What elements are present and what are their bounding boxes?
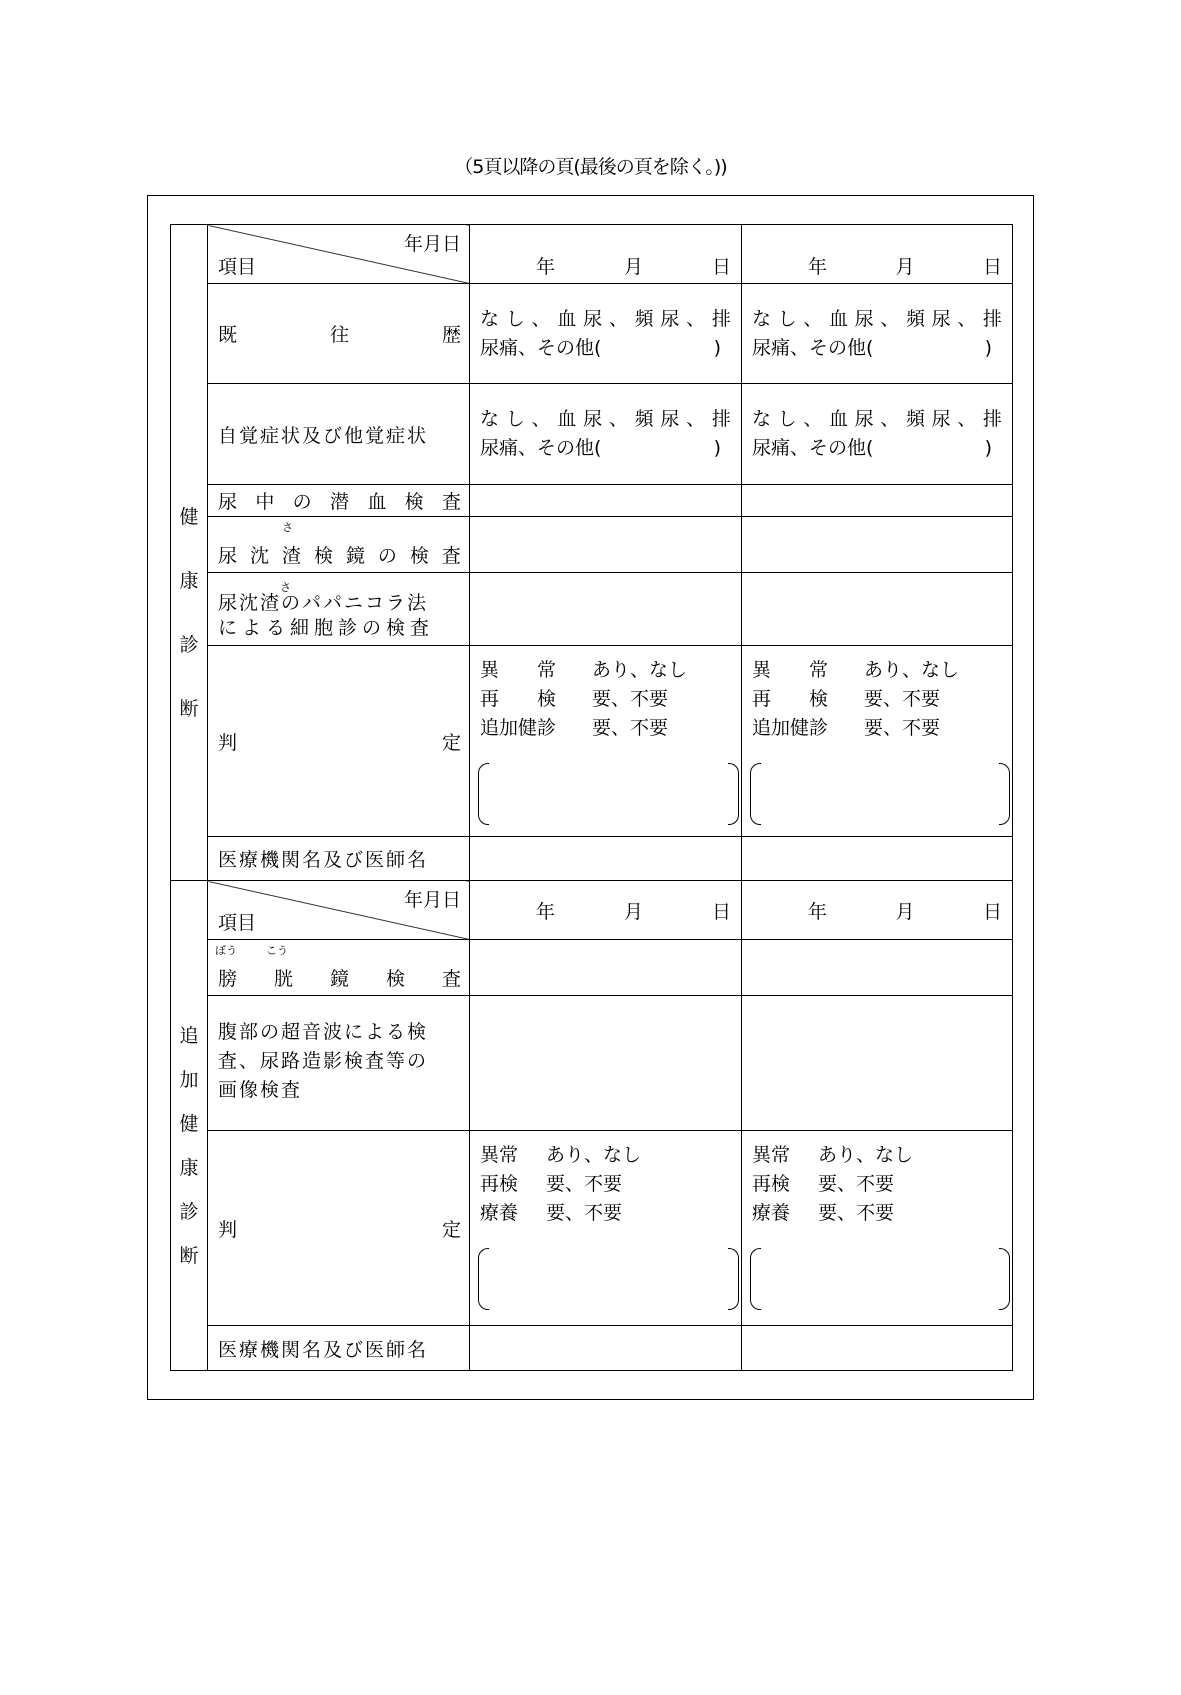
date-field-3[interactable] xyxy=(470,881,742,940)
text-label: 月 xyxy=(895,900,915,923)
ruby: ぼう xyxy=(215,944,237,957)
judgment-label xyxy=(208,646,470,837)
text-label: 尿痛、その他( xyxy=(752,437,874,459)
symptoms-label xyxy=(208,384,470,485)
label-char: 既 xyxy=(218,324,238,346)
date-field-4[interactable] xyxy=(742,881,1013,940)
text-label: 要、不要 xyxy=(546,1173,623,1195)
text-label: 尿沈渣のパパニコラ法 xyxy=(218,592,429,614)
page-title: （5頁以降の頁(最後の頁を除く。)) xyxy=(454,156,727,178)
text-label: 血 xyxy=(828,307,848,330)
day-label: 日 xyxy=(711,255,731,278)
text-label: 再検 xyxy=(752,1173,791,1195)
text-label: 異 常 xyxy=(752,659,829,681)
occult-blood-result-1[interactable] xyxy=(470,485,742,517)
text-label: し xyxy=(777,408,797,430)
text-label: 査 xyxy=(441,545,461,567)
history-options-1[interactable] xyxy=(470,284,742,384)
text-label: 異常 xyxy=(480,1144,519,1166)
text-label: 血 xyxy=(557,307,577,330)
text-label: 、 xyxy=(957,408,977,430)
text-label: 、 xyxy=(608,408,628,430)
text-label: 、 xyxy=(803,408,823,430)
doctor-field-4[interactable] xyxy=(742,1326,1013,1371)
doctor-label xyxy=(208,1326,470,1371)
text-label: 排 xyxy=(982,408,1002,430)
text-label: 再 検 xyxy=(752,688,829,710)
remarks-bracket-field[interactable] xyxy=(752,1248,1002,1310)
text-label: 尿 xyxy=(218,491,238,513)
text-label: 検 xyxy=(409,545,429,567)
text-label: 査、尿路造影検査等の xyxy=(218,1050,429,1072)
text-label: の xyxy=(377,545,397,567)
date-field-2[interactable] xyxy=(742,225,1013,284)
text-label: 医療機関名及び医師名 xyxy=(218,1338,429,1361)
text-label: 判 xyxy=(218,1218,238,1241)
text-label: 再検 xyxy=(480,1173,519,1195)
judgment-options-4[interactable] xyxy=(742,1131,1013,1326)
year-label: 年 xyxy=(808,255,828,278)
sediment-result-1[interactable] xyxy=(470,517,742,573)
text-label: 断 xyxy=(179,1244,199,1267)
table-row xyxy=(171,384,1013,485)
text-label: な xyxy=(752,408,772,430)
month-label: 月 xyxy=(895,255,915,278)
text-label: の xyxy=(292,491,312,513)
judgment-options-1[interactable] xyxy=(470,646,742,837)
table-row xyxy=(171,1131,1013,1326)
table-row xyxy=(171,1326,1013,1371)
section-char: 断 xyxy=(179,697,199,720)
table-row xyxy=(171,837,1013,881)
ruby: さ xyxy=(282,521,293,534)
ruby: こう xyxy=(266,944,288,957)
health-check-table xyxy=(170,224,1013,1371)
section-label-additional-check xyxy=(171,881,208,1371)
text-label: な xyxy=(480,408,500,430)
section-label-health-check xyxy=(171,225,208,881)
text-label: 査 xyxy=(441,968,461,990)
text-label: ) xyxy=(713,437,721,459)
text-label: 要、不要 xyxy=(592,717,669,739)
judgment-options-2[interactable] xyxy=(742,646,1013,837)
remarks-bracket-field[interactable] xyxy=(480,1248,731,1310)
text-label: 日 xyxy=(982,900,1002,923)
remarks-bracket-field[interactable] xyxy=(480,763,731,825)
judgment-label xyxy=(208,1131,470,1326)
text-label: 査 xyxy=(441,491,461,513)
papanicolaou-result-1[interactable] xyxy=(470,573,742,646)
papanicolaou-label xyxy=(208,573,470,646)
text-label: 加 xyxy=(179,1068,199,1091)
papanicolaou-result-2[interactable] xyxy=(742,573,1013,646)
text-label: 血 xyxy=(367,491,387,513)
text-label: し xyxy=(505,408,525,430)
text-label: 、 xyxy=(957,307,977,330)
text-label: 、 xyxy=(686,307,706,330)
text-label: 頻 xyxy=(905,307,925,330)
text-label: 頻 xyxy=(634,307,654,330)
text-label: な xyxy=(752,307,772,330)
text-label: 排 xyxy=(711,307,731,330)
text-label: 尿 xyxy=(583,307,603,330)
text-label: 要、不要 xyxy=(864,688,941,710)
doctor-field-1[interactable] xyxy=(470,837,742,881)
text-label: 膀 xyxy=(218,968,238,990)
history-label xyxy=(208,284,470,384)
table-row xyxy=(171,485,1013,517)
date-header: 年月日 xyxy=(403,889,461,911)
text-label: 自覚症状及び他覚症状 xyxy=(218,424,429,447)
text-label: 、 xyxy=(608,307,628,330)
text-label: 鏡 xyxy=(345,545,365,567)
label-char: 歴 xyxy=(441,324,461,346)
text-label: 異 常 xyxy=(480,659,557,681)
item-header: 項目 xyxy=(218,256,257,278)
text-label: 検 xyxy=(404,491,424,513)
day-label: 日 xyxy=(982,255,1002,278)
text-label: ) xyxy=(713,336,721,359)
text-label: 再 検 xyxy=(480,688,557,710)
occult-blood-result-2[interactable] xyxy=(742,485,1013,517)
text-label: 要、不要 xyxy=(864,717,941,739)
text-label: 画像検査 xyxy=(218,1079,303,1101)
cystoscopy-result-2[interactable] xyxy=(742,940,1013,996)
cystoscopy-result-1[interactable] xyxy=(470,940,742,996)
text-label: 医療機関名及び医師名 xyxy=(218,849,429,871)
text-label: 尿 xyxy=(583,408,603,430)
text-label: 要、不要 xyxy=(546,1202,623,1224)
label-char: 往 xyxy=(329,324,349,346)
table-row xyxy=(171,225,1013,284)
text-label: 要、不要 xyxy=(818,1202,895,1224)
text-label: 追 xyxy=(179,1024,199,1047)
text-label: し xyxy=(505,307,525,330)
text-label: 、 xyxy=(880,307,900,330)
text-label: 尿 xyxy=(218,545,238,567)
text-label: 頻 xyxy=(905,408,925,430)
year-label: 年 xyxy=(536,255,556,278)
month-label: 月 xyxy=(623,255,643,278)
table-row xyxy=(171,573,1013,646)
text-label: 要、不要 xyxy=(592,688,669,710)
symptoms-options-1[interactable] xyxy=(470,384,742,485)
text-label: 鏡 xyxy=(329,968,349,990)
text-label: による細胞診の検査 xyxy=(218,617,435,639)
text-label: な xyxy=(480,307,500,330)
date-field-1[interactable] xyxy=(470,225,742,284)
text-label: 、 xyxy=(803,307,823,330)
text-label: 潜 xyxy=(329,491,349,513)
text-label: 尿 xyxy=(660,307,680,330)
text-label: 腹部の超音波による検 xyxy=(218,1021,429,1043)
text-label: あり、なし xyxy=(546,1144,642,1166)
text-label: 排 xyxy=(711,408,731,430)
text-label: 追加健診 xyxy=(752,717,829,739)
text-label: 異常 xyxy=(752,1144,791,1166)
table-row xyxy=(171,646,1013,837)
symptoms-options-2[interactable] xyxy=(742,384,1013,485)
doctor-label xyxy=(208,837,470,881)
text-label: ) xyxy=(984,437,992,459)
doctor-field-2[interactable] xyxy=(742,837,1013,881)
doctor-field-3[interactable] xyxy=(470,1326,742,1371)
other-option: 尿痛、その他( xyxy=(752,336,874,359)
text-label: し xyxy=(777,307,797,330)
imaging-result-1[interactable] xyxy=(470,996,742,1131)
text-label: 療養 xyxy=(752,1202,791,1224)
text-label: 尿 xyxy=(660,408,680,430)
text-label: 健 xyxy=(179,1112,199,1135)
text-label: ) xyxy=(984,336,992,359)
text-label: 、 xyxy=(880,408,900,430)
text-label: 排 xyxy=(982,307,1002,330)
cystoscopy-label xyxy=(208,940,470,996)
item-header: 項目 xyxy=(218,912,257,934)
sediment-result-2[interactable] xyxy=(742,517,1013,573)
text-label: 尿 xyxy=(931,408,951,430)
text-label: 検 xyxy=(385,968,405,990)
occult-blood-label xyxy=(208,485,470,517)
diagonal-header-cell xyxy=(208,881,470,940)
table-row xyxy=(171,940,1013,996)
text-label: 年 xyxy=(808,900,828,923)
text-label: 尿 xyxy=(931,307,951,330)
section-char: 診 xyxy=(179,633,199,656)
text-label: 年 xyxy=(536,900,556,923)
text-label: あり、なし xyxy=(864,659,960,681)
text-label: 判 xyxy=(218,731,238,754)
date-header: 年月日 xyxy=(403,233,461,255)
text-label: 尿 xyxy=(854,307,874,330)
text-label: 胱 xyxy=(273,968,293,990)
text-label: 定 xyxy=(441,731,461,754)
text-label: 、 xyxy=(686,408,706,430)
text-label: 月 xyxy=(623,900,643,923)
table-row xyxy=(171,881,1013,940)
ruby: さ xyxy=(280,581,291,594)
history-options-2[interactable] xyxy=(742,284,1013,384)
table-row xyxy=(171,517,1013,573)
imaging-label xyxy=(208,996,470,1131)
table-row xyxy=(171,284,1013,384)
judgment-options-3[interactable] xyxy=(470,1131,742,1326)
text-label: 日 xyxy=(711,900,731,923)
section-char: 健 xyxy=(179,505,199,528)
text-label: 、 xyxy=(531,307,551,330)
text-label: 診 xyxy=(179,1200,199,1223)
text-label: 尿 xyxy=(854,408,874,430)
imaging-result-2[interactable] xyxy=(742,996,1013,1131)
text-label: 追加健診 xyxy=(480,717,557,739)
text-label: 沈 xyxy=(249,545,269,567)
text-label: 検 xyxy=(313,545,333,567)
text-label: 定 xyxy=(441,1218,461,1241)
text-label: 中 xyxy=(255,491,275,513)
text-label: あり、なし xyxy=(592,659,688,681)
text-label: 渣 xyxy=(281,545,301,567)
text-label: 療養 xyxy=(480,1202,519,1224)
text-label: 血 xyxy=(828,408,848,430)
text-label: 血 xyxy=(557,408,577,430)
diagonal-header-cell xyxy=(208,225,470,284)
table-row xyxy=(171,996,1013,1131)
section-char: 康 xyxy=(179,569,199,592)
text-label: 、 xyxy=(531,408,551,430)
text-label: 尿痛、その他( xyxy=(480,437,602,459)
sediment-label xyxy=(208,517,470,573)
text-label: あり、なし xyxy=(818,1144,914,1166)
text-label: 頻 xyxy=(634,408,654,430)
text-label: 要、不要 xyxy=(818,1173,895,1195)
other-option: 尿痛、その他( xyxy=(480,336,602,359)
text-label: 康 xyxy=(179,1156,199,1179)
remarks-bracket-field[interactable] xyxy=(752,763,1002,825)
